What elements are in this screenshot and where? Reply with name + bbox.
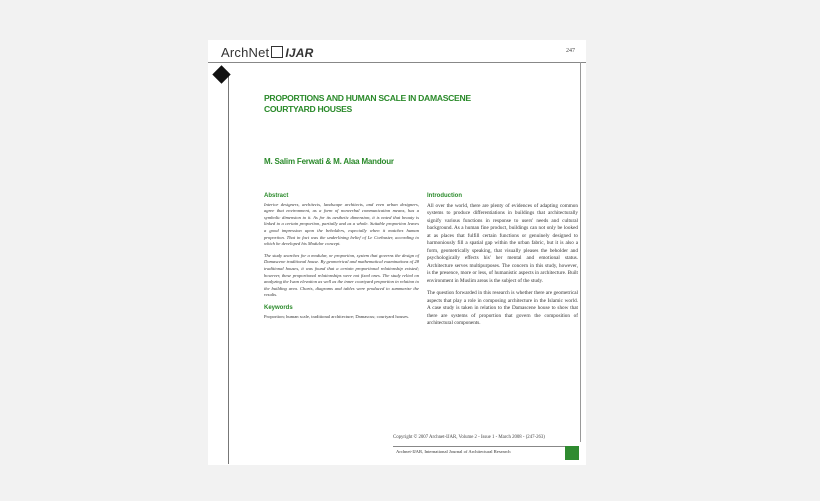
footer-rule [393, 446, 579, 447]
page-number: 247 [566, 48, 575, 54]
left-margin-rule [228, 76, 229, 464]
abstract-column [264, 193, 419, 320]
abstract-paragraph: Interior designers, architects, landscape architects, and even urban designers, agree that environment, as a form of nonverbal communication means, has a symbolic dimension to it. As for its aesthetic dimension, it is noted that beauty is linked to a certain proportion, partially and as a whole. Suitable proportion leaves a good impression upon the beholders, especially when it matches human proportion. That in fact was the underlining belief of Le Corbusier, according to which he developed his Modulor concept. [264, 201, 419, 247]
right-margin-rule [580, 62, 581, 442]
archnet-logo [221, 45, 314, 60]
logo-ijar: IJAR [285, 46, 314, 60]
introduction-paragraph: All over the world, there are plenty of evidences of adapting common systems to produce differentiations in buildings that architecturally signify various functions in response to users' needs and cultural background. As a human fine product, buildings can not only be looked at as places that fulfill certain functions or genuinely designed to harmoniously fill a spatial gap within the urban fabric, but it is also a form, geometrically speaking, that visually pleases the beholder and psychologically effects his' her mental and emotional status. Architecture serves multipurposes. The concern in this study, however, is the presence, more or less, of humanistic aspects in architecture. Built environment in Muslim areas is the subject of the study. [427, 202, 578, 284]
green-square-icon [565, 446, 579, 460]
keywords-text: Proportion; human scale, traditional architecture; Damascus; courtyard houses. [264, 313, 410, 319]
copyright-line: Copyright © 2007 Archnet-IJAR, Volume 2 - Issue 1 - March 2008 - (247-263) [393, 435, 545, 440]
keywords-heading: Keywords [264, 304, 293, 311]
abstract-paragraph: The study searches for a modular, or proportion, system that governs the design of Damascene traditional house. By geometrical and mathematical examinations of 28 traditional houses, it was found that a certain proportional relationship existed; however, these proportional relationships were not fixed ones. The study relied on analyzing the Iwan elevation as well as the inner courtyard proportion in relation to the building area. Charts, diagrams and tables were produced to summarize the results. [264, 252, 419, 298]
journal-name: Archnet-IJAR, International Journal of Architectural Research [396, 449, 511, 454]
introduction-column [427, 193, 578, 333]
introduction-heading: Introduction [427, 193, 462, 199]
logo-text: ArchNet [221, 45, 270, 60]
abstract-heading: Abstract [264, 193, 289, 199]
introduction-paragraph: The question forwarded in this research is whether there are geometrical aspects that play a role in composing architecture in the Islamic world. A case study is taken in relation to the Damascene house to show that there are systems of proportion that govern the composition of architectural components. [427, 290, 578, 326]
logo-box-icon [271, 46, 283, 58]
header-rule [208, 62, 586, 63]
article-title: PROPORTIONS AND HUMAN SCALE IN DAMASCENE COURTYARD HOUSES [264, 93, 471, 114]
article-authors: M. Salim Ferwati & M. Alaa Mandour [264, 157, 394, 166]
